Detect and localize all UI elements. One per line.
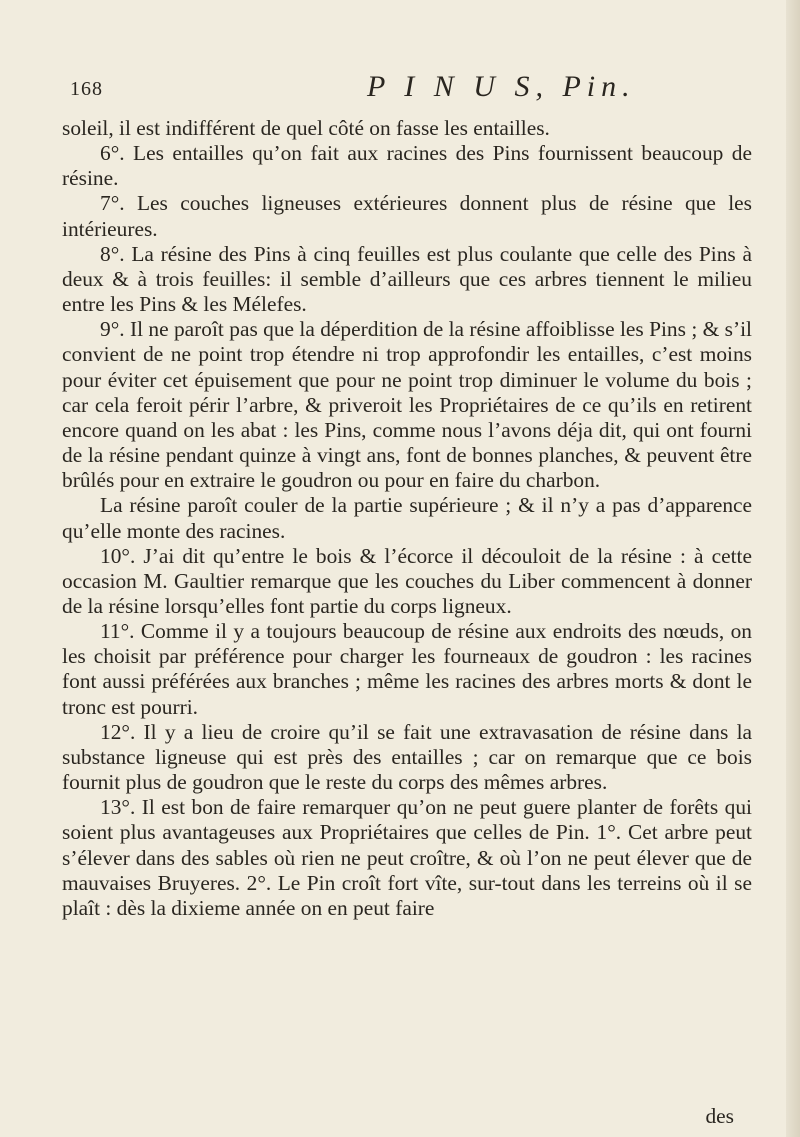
paragraph-item-12: 12°. Il y a lieu de croire qu’il se fait une extravasation de résine dans la substance ligneuse qui est près des entailles ; car on remarque que ce bois fournit plus de goudron que le reste du corps des mêmes arbres. <box>62 719 752 795</box>
page-edge-shadow <box>786 0 800 1137</box>
paragraph-continuation: soleil, il est indifférent de quel côté on fasse les entailles. <box>62 116 550 140</box>
paragraph-item-10: 10°. J’ai dit qu’entre le bois & l’écorce il découloit de la résine : à cette occasion M. Gaultier remarque que les couches du Liber commencent à donner de la résine lorsqu’elles font partie du corps ligneux. <box>62 543 752 618</box>
paragraph-item-7: 7°. Les couches ligneuses extérieures donnent plus de résine que les intérieures. <box>62 191 752 241</box>
page-number: 168 <box>70 78 103 100</box>
paragraph-resin-flow: La résine paroît couler de la partie supérieure ; & il n’y a pas d’apparence qu’elle monte des racines. <box>62 493 752 543</box>
paragraph-item-9: 9°. Il ne paroît pas que la déperdition de la résine affoiblisse les Pins ; & s’il convient de ne point trop étendre ni trop approfondir les entailles, c’est moins pour éviter cet épuisement que pour ne point trop diminuer le volume du bois ; car cela feroit périr l’arbre, & priveroit les Propriétaires de ce qu’ils en retirent encore quand on les abat : les Pins, comme nous l’avons déja dit, qui ont fourni de la résine pendant quinze à vingt ans, font de bonnes planches, & peuvent être brûlés pour en extraire le goudron ou pour en faire du charbon. <box>62 317 752 493</box>
catchword: des <box>705 1104 734 1128</box>
paragraph-item-11: 11°. Comme il y a toujours beaucoup de résine aux endroits des nœuds, on les choisit par préférence pour charger les fourneaux de goudron : les racines font aussi préférées aux branches ; même les racines des arbres morts & dont le tronc est pourri. <box>62 619 752 719</box>
paragraph-item-8: 8°. La résine des Pins à cinq feuilles est plus coulante que celle des Pins à deux & à trois feuilles: il semble d’ailleurs que ces arbres tiennent le milieu entre les Pins & les Mélefes. <box>62 241 752 317</box>
paragraph-item-13: 13°. Il est bon de faire remarquer qu’on ne peut guere planter de forêts qui soient plus avantageuses aux Propriétaires que celles de Pin. 1°. Cet arbre peut s’élever dans des sables où rien ne peut croître, & où l’on ne peut élever que de mauvaises Bruyeres. 2°. Le Pin croît fort vîte, sur-tout dans les terreins où il se plaît : dès la dixieme année on en peut faire <box>62 795 752 920</box>
body-text <box>62 116 752 921</box>
running-title: P I N U S, Pin. <box>367 70 636 103</box>
paragraph-item-6: 6°. Les entailles qu’on fait aux racines des Pins fournissent beaucoup de résine. <box>62 141 752 191</box>
page-header <box>62 70 752 110</box>
